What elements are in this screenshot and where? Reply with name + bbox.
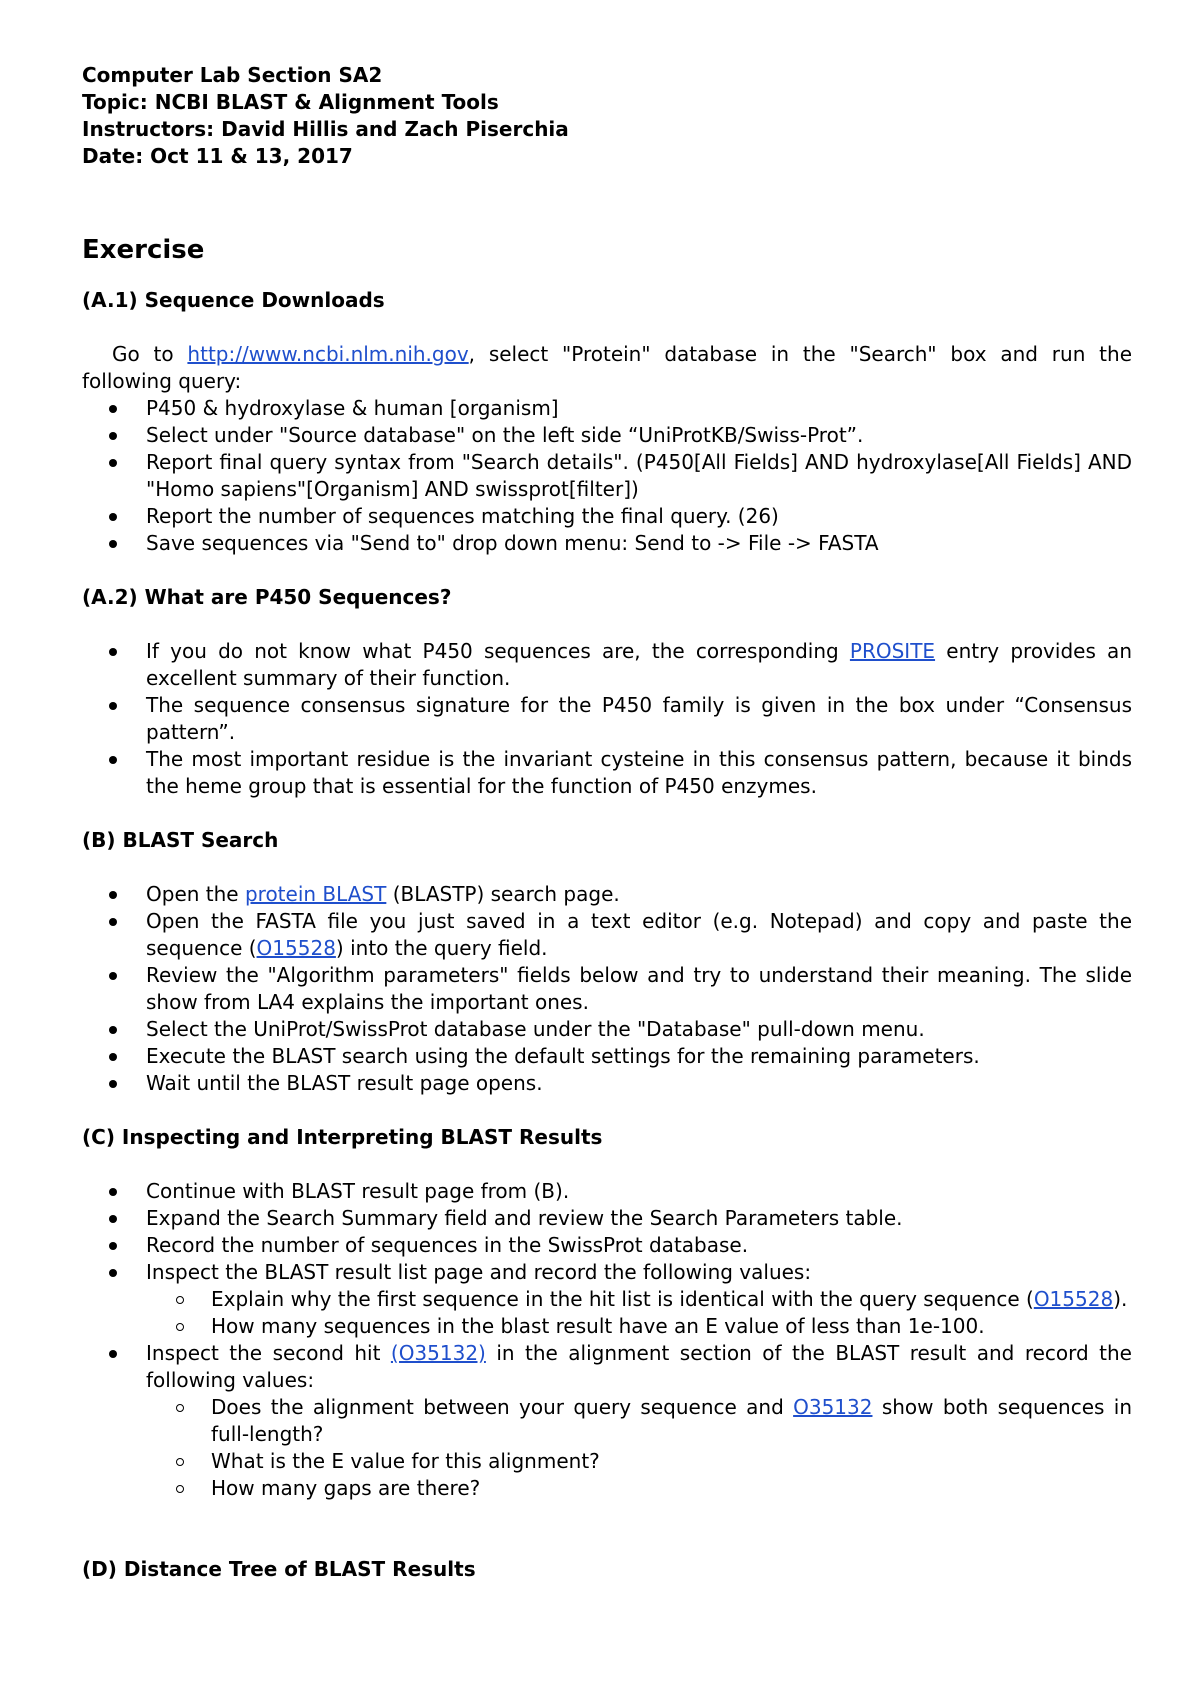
- list-item: P450 & hydroxylase & human [organism]: [82, 395, 1132, 422]
- b-item2-pre: Open the FASTA file you just saved in a text editor (e.g. Notepad) and copy and paste the sequence (: [146, 909, 1132, 960]
- a2-item1-post: entry provides an excellent summary of their function.: [146, 639, 1132, 690]
- sub-list-item: [82, 1286, 1132, 1313]
- b-item2-post: ) into the query field.: [335, 936, 548, 960]
- sub-list-item: [82, 1394, 1132, 1448]
- list-item: Select the UniProt/SwissProt database under the "Database" pull-down menu.: [82, 1016, 1132, 1043]
- spacer: [82, 1502, 1132, 1556]
- c-sub3-post: show both sequences in full-length?: [211, 1395, 1132, 1446]
- list-item: Report final query syntax from "Search details". (P450[All Fields] AND hydroxylase[All Fields] AND "Homo sapiens"[Organism] AND swissprot[filter]): [82, 449, 1132, 503]
- a1-intro: [82, 341, 1132, 395]
- section-a1-title: (A.1) Sequence Downloads: [82, 288, 385, 312]
- sub-list-item: What is the E value for this alignment?: [82, 1448, 1132, 1475]
- spacer: [82, 267, 1132, 287]
- list-item: Continue with BLAST result page from (B).: [82, 1178, 1132, 1205]
- exercise-heading: Exercise: [82, 235, 205, 265]
- o35132-link[interactable]: (O35132): [390, 1341, 486, 1365]
- list-item: Expand the Search Summary field and review the Search Parameters table.: [82, 1205, 1132, 1232]
- list-item: Record the number of sequences in the SwissProt database.: [82, 1232, 1132, 1259]
- a1-list: [82, 395, 1132, 557]
- list-item: [82, 908, 1132, 962]
- prosite-link[interactable]: PROSITE: [849, 639, 936, 663]
- list-item: Wait until the BLAST result page opens.: [82, 1070, 1132, 1097]
- b-item1-post: (BLASTP) search page.: [386, 882, 620, 906]
- a1-intro-pre: Go to: [112, 342, 188, 366]
- a2-item1-pre: If you do not know what P450 sequences are, the corresponding: [146, 639, 850, 663]
- sub-list-item: How many sequences in the blast result have an E value of less than 1e-100.: [82, 1313, 1132, 1340]
- c-sub1-post: ).: [1113, 1287, 1128, 1311]
- c-sub1-pre: Explain why the first sequence in the hit list is identical with the query sequence (: [211, 1287, 1034, 1311]
- section-c-title: (C) Inspecting and Interpreting BLAST Results: [82, 1125, 603, 1149]
- a2-list: [82, 638, 1132, 800]
- document-page: [82, 62, 1132, 1583]
- section-d-title: (D) Distance Tree of BLAST Results: [82, 1557, 476, 1581]
- c-item5-pre: Inspect the second hit: [146, 1341, 391, 1365]
- c-sub3-pre: Does the alignment between your query sequence and: [211, 1395, 794, 1419]
- list-item: Review the "Algorithm parameters" fields below and try to understand their meaning. The slide show from LA4 explains the important ones.: [82, 962, 1132, 1016]
- sub-list-item: How many gaps are there?: [82, 1475, 1132, 1502]
- list-item: Inspect the BLAST result list page and record the following values:: [82, 1259, 1132, 1286]
- o35132-link-2[interactable]: O35132: [793, 1395, 873, 1419]
- list-item: The most important residue is the invariant cysteine in this consensus pattern, because it binds the heme group that is essential for the function of P450 enzymes.: [82, 746, 1132, 800]
- spacer: [82, 800, 1132, 827]
- b-item1-pre: Open the: [146, 882, 245, 906]
- c-item5-post: in the alignment section of the BLAST result and record the following values:: [146, 1341, 1132, 1392]
- spacer: [82, 170, 1132, 233]
- a1-intro-post: , select "Protein" database in the "Search" box and run the following query:: [82, 342, 1132, 393]
- spacer: [82, 1097, 1132, 1124]
- o15528-link[interactable]: O15528: [256, 936, 336, 960]
- section-a2-title: (A.2) What are P450 Sequences?: [82, 585, 452, 609]
- spacer: [82, 314, 1132, 341]
- c-list-2: [82, 1340, 1132, 1394]
- list-item: Select under "Source database" on the left side “UniProtKB/Swiss-Prot”.: [82, 422, 1132, 449]
- list-item: Save sequences via "Send to" drop down menu: Send to -> File -> FASTA: [82, 530, 1132, 557]
- c-sublist-2: [82, 1394, 1132, 1502]
- header-course: Computer Lab Section SA2: [82, 63, 383, 87]
- header-date: Date: Oct 11 & 13, 2017: [82, 144, 353, 168]
- header-topic: Topic: NCBI BLAST & Alignment Tools: [82, 90, 499, 114]
- protein-blast-link[interactable]: protein BLAST: [244, 882, 387, 906]
- header-instructors: Instructors: David Hillis and Zach Piserchia: [82, 117, 569, 141]
- c-sublist-1: [82, 1286, 1132, 1340]
- spacer: [82, 854, 1132, 881]
- ncbi-link[interactable]: http://www.ncbi.nlm.nih.gov: [187, 342, 469, 366]
- list-item: Report the number of sequences matching the final query. (26): [82, 503, 1132, 530]
- list-item: The sequence consensus signature for the P450 family is given in the box under “Consensus pattern”.: [82, 692, 1132, 746]
- b-list: [82, 881, 1132, 1097]
- spacer: [82, 1151, 1132, 1178]
- list-item: [82, 881, 1132, 908]
- list-item: [82, 1340, 1132, 1394]
- spacer: [82, 611, 1132, 638]
- list-item: [82, 638, 1132, 692]
- spacer: [82, 557, 1132, 584]
- section-b-title: (B) BLAST Search: [82, 828, 279, 852]
- o15528-link-2[interactable]: O15528: [1033, 1287, 1114, 1311]
- c-list: [82, 1178, 1132, 1286]
- list-item: Execute the BLAST search using the default settings for the remaining parameters.: [82, 1043, 1132, 1070]
